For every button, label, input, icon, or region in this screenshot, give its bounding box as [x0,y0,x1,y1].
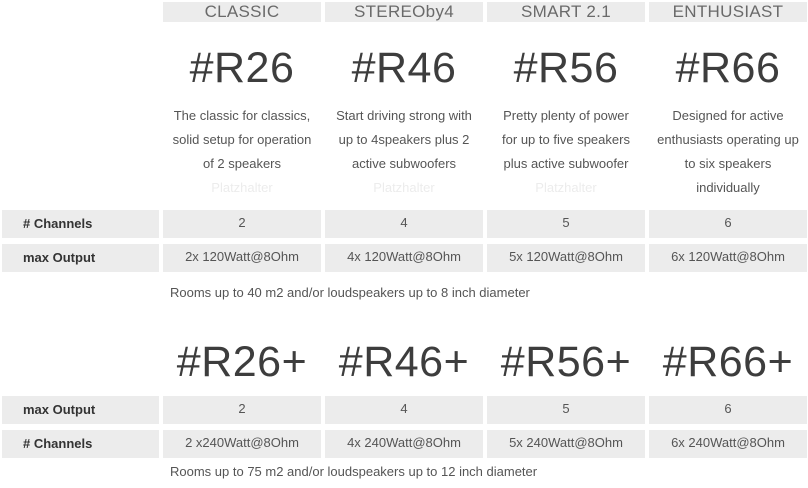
channels-cell-r46: 4 [325,210,483,238]
model-name-r26-plus: #R26+ [176,338,308,386]
description-line: enthusiasts operating up [657,132,799,147]
plus-row1-cell-r66: 6 [649,396,807,424]
model-description-r26 [163,104,321,200]
model-name-r66: #R66 [675,44,781,92]
description-line: individually [696,180,760,195]
output-cell-r46: 4x 120Watt@8Ohm [325,244,483,272]
description-line: plus active subwoofer [503,156,629,171]
model-name-r66-plus: #R66+ [662,338,794,386]
placeholder-text: Platzhalter [373,180,435,195]
description-line: Pretty plenty of power [503,108,629,123]
description-line: solid setup for operation [172,132,312,147]
channels-cell-r26: 2 [163,210,321,238]
channels-cell-r56: 5 [487,210,645,238]
tier-header-smart: SMART 2.1 [487,2,645,22]
description-line: up to 4speakers plus 2 [338,132,470,147]
plus-row1-cell-r26: 2 [163,396,321,424]
room-size-note: Rooms up to 40 m2 and/or loudspeakers up to 8 inch diameter [170,285,530,300]
plus-row2-cell-r56: 5x 240Watt@8Ohm [487,430,645,458]
plus-row2-cell-r26: 2 x240Watt@8Ohm [163,430,321,458]
description-line: active subwoofers [351,156,457,171]
description-line: of 2 speakers [202,156,282,171]
room-size-note-plus: Rooms up to 75 m2 and/or loudspeakers up to 12 inch diameter [170,464,538,479]
row-label-channels: # Channels [2,210,159,238]
output-cell-r66: 6x 120Watt@8Ohm [649,244,807,272]
model-name-r56-plus: #R56+ [500,338,632,386]
tier-header-stereoby4: STEREOby4 [325,2,483,22]
plus-row1-cell-r46: 4 [325,396,483,424]
plus-row1-cell-r56: 5 [487,396,645,424]
model-name-r26: #R26 [189,44,295,92]
description-line: to six speakers [684,156,772,171]
tier-header-enthusiast: ENTHUSIAST [649,2,807,22]
model-description-r46 [325,104,483,200]
model-name-r46-plus: #R46+ [338,338,470,386]
output-cell-r56: 5x 120Watt@8Ohm [487,244,645,272]
description-line: The classic for classics, [173,108,311,123]
description-line: Start driving strong with [336,108,472,123]
row-label-max-output: max Output [2,244,159,272]
plus-row2-cell-r46: 4x 240Watt@8Ohm [325,430,483,458]
description-line: Designed for active [672,108,784,123]
description-line: for up to five speakers [502,132,630,147]
channels-cell-r66: 6 [649,210,807,238]
tier-header-classic: CLASSIC [163,2,321,22]
plus-row2-cell-r66: 6x 240Watt@8Ohm [649,430,807,458]
placeholder-text: Platzhalter [211,180,273,195]
output-cell-r26: 2x 120Watt@8Ohm [163,244,321,272]
model-description-r66 [649,104,807,200]
model-name-r56: #R56 [513,44,619,92]
model-description-r56 [487,104,645,200]
placeholder-text: Platzhalter [535,180,597,195]
model-name-r46: #R46 [351,44,457,92]
row-label-max-output-plus: max Output [2,396,159,424]
row-label-channels-plus: # Channels [2,430,159,458]
